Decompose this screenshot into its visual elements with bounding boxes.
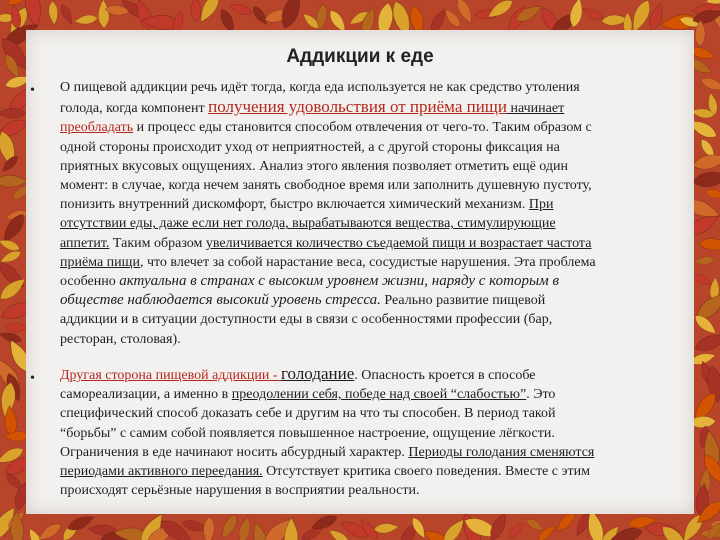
text-line: понизить внутренний дискомфорт, быстро включается химический механизм. При [60,197,554,213]
text-line: специфический способ доказать себе и другим на что ты способен. В период такой [60,406,556,422]
text-line: момент: в случае, когда нечем занять свободное время или заполнить душевную пустоту, [60,178,592,194]
text-line: О пищевой аддикции речь идёт тогда, когда еда используется не как средство утоления [60,80,580,95]
text-line: аддикции и в ситуации доступности еды в связи с особенностями профессии (бар, [60,312,553,328]
text-line: отсутствии еды, даже если нет голода, вырабатываются вещества, стимулирующие [60,216,556,232]
text-line: аппетит. Таким образом увеличивается количество съедаемой пищи и возрастает частота [60,235,592,251]
text-line: происходят серьёзные нарушения в восприятии реальности. [60,483,420,499]
emphasis-text: голодание [281,364,355,383]
text-line: преобладать и процесс еды становится способом отвлечения от чего-то. Таким образом с [60,120,592,136]
text-line: периодами активного переедания. Отсутствует критика своего поведения. Вместе с этим [60,464,590,480]
paragraph-food-addiction [60,78,678,349]
text-line: Другая сторона пищевой аддикции - голодание. Опасность кроется в способе [60,364,536,383]
text-line: голода, когда компонент получения удовольствия от приёма пищи начинает [60,97,565,117]
emphasis-text: получения удовольствия от приёма пищи [208,97,507,117]
text-line: “борьбы” с самим собой появляется повышенное настроение, ощущение лёгкости. [60,425,555,441]
emphasis-text: актуальна в странах с высоким уровнем жизни, наряду с которым в [119,273,559,290]
text-line: самореализации, а именно в преодолении себя, победе над своей “слабостью”. Это [60,387,556,403]
text-line: одной стороны происходит уход от неприятностей, а с другой стороны фиксация на [60,139,560,155]
text-line: Ограничения в еде начинают носить абсурдный характер. Периоды голодания сменяются [60,444,595,460]
text-line: приёма пищи, что влечет за собой нарастание веса, сосудистые нарушения. Эта проблема [60,254,596,270]
text-line: приятных вкусовых ощущениях. Анализ этого явления позволяет отметить ещё один [60,158,568,174]
bullet-marker: • [30,371,35,386]
bullet-marker: • [30,83,35,98]
text-line: обществе наблюдается высокий уровень стресса. Реально развитие пищевой [60,292,546,309]
text-line: особенно актуальна в странах с высоким уровнем жизни, наряду с которым в [60,273,559,290]
page-title: Аддикции к еде [286,46,434,67]
emphasis-text: обществе наблюдается высокий уровень стресса. [60,292,381,309]
text-line: ресторан, столовая). [60,331,181,347]
paragraph-fasting [60,364,678,500]
